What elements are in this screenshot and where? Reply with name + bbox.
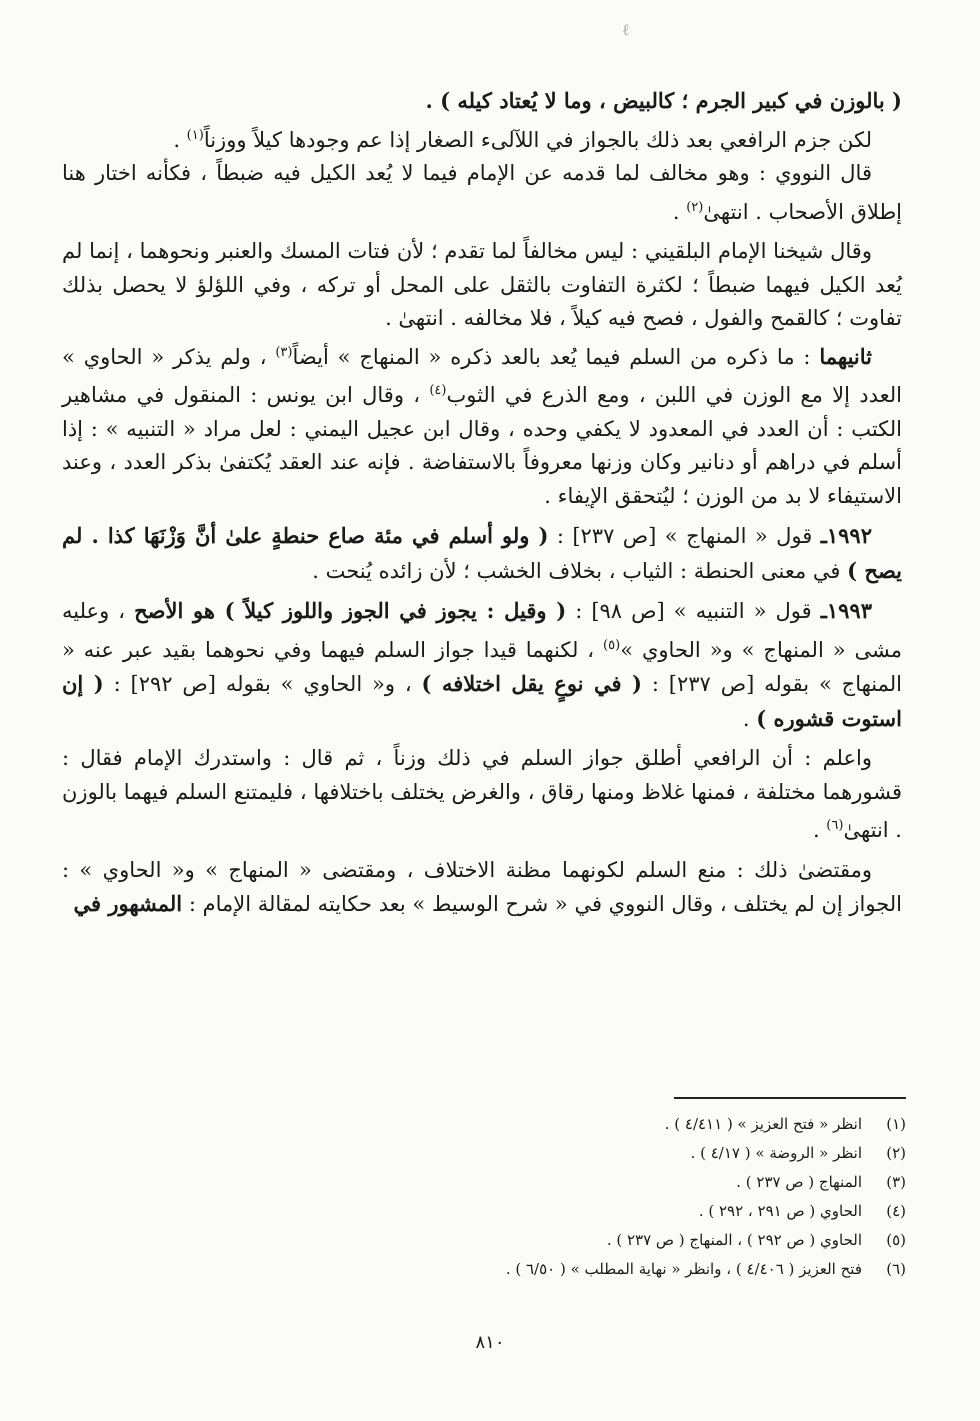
bold-text: ( بالوزن في كبير الجرم ؛ كالبيض ، وما لا يُعتاد كيله ) . bbox=[425, 88, 902, 113]
footnote-text: الحاوي ( ص ٢٩١ ، ٢٩٢ ) . bbox=[698, 1202, 862, 1220]
text-run: ومقتضىٰ ذلك : منع السلم لكونهما مظنة الاختلاف ، ومقتضى « المنهاج » و« الحاوي » : الجواز إن لم يختلف ، وقال النووي في « شرح الوسيط » بعد حكايته لمقالة الإمام : bbox=[62, 857, 902, 916]
bold-text: ( في نوعٍ يقل اختلافه ) bbox=[421, 671, 642, 696]
footnote bbox=[206, 1226, 906, 1255]
footnote-number: (٢) bbox=[886, 1144, 906, 1162]
text-run: لكن جزم الرافعي بعد ذلك بالجواز في اللآلىء الصغار إذا عم وجودها كيلاً ووزناً bbox=[203, 127, 872, 152]
paragraph bbox=[62, 157, 902, 229]
text-run: واعلم : أن الرافعي أطلق جواز السلم في ذلك وزناً ، ثم قال : واستدرك الإمام فقال : قشورهما مختلفة ، فمنها غلاظ ومنها رقاق ، والغرض يختلف باختلافها ، فليمتنع السلم فيهما بالوزن . انتهىٰ bbox=[62, 746, 902, 842]
text-run: . bbox=[672, 199, 687, 224]
footnote bbox=[206, 1255, 906, 1284]
paragraph bbox=[62, 84, 902, 119]
footnote-number: (١) bbox=[886, 1115, 906, 1133]
text-run: ، ولم يذكر « الحاوي » العدد إلا مع الوزن في اللبن ، ومع الذرع في الثوب bbox=[62, 344, 902, 407]
text-run: قول « المنهاج » [ص ٢٣٧] : bbox=[548, 524, 821, 548]
footnote-number: (٦) bbox=[886, 1260, 906, 1278]
footnote-number: (٣) bbox=[886, 1173, 906, 1191]
footnote-ref: (١) bbox=[186, 127, 204, 143]
text-run: ، لكنهما قيدا جواز السلم فيهما وفي نحوهما بقيد عبر عنه « المنهاج » بقوله [ص ٢٣٧] : bbox=[62, 637, 903, 696]
footnote-ref: (٣) bbox=[275, 344, 293, 360]
bold-text: ( إن استوت قشوره ) bbox=[62, 671, 902, 731]
footnote-number: (٤) bbox=[886, 1202, 906, 1220]
paragraph bbox=[62, 519, 902, 588]
footnote bbox=[206, 1168, 906, 1197]
footnote-ref: (٤) bbox=[429, 383, 447, 398]
paragraph bbox=[62, 854, 902, 922]
text-run: : ما ذكره من السلم فيما يُعد بالعد ذكره « المنهاج » أيضاً bbox=[292, 344, 820, 369]
footnote-ref: (٢) bbox=[686, 199, 704, 215]
footnote-ref: (٥) bbox=[603, 637, 621, 653]
paragraph bbox=[62, 594, 902, 736]
footnote bbox=[206, 1110, 906, 1139]
bold-text: ( وقيل : يجوز في الجوز واللوز كيلاً ) هو الأصح bbox=[134, 598, 567, 623]
scan-mark: ℓ bbox=[622, 20, 630, 39]
paragraph bbox=[62, 336, 902, 514]
text-run: . bbox=[812, 818, 827, 842]
bold-text: ١٩٩٣ـ bbox=[820, 598, 872, 623]
text-run: . bbox=[173, 127, 187, 152]
text-run: قول « التنبيه » [ص ٩٨] : bbox=[566, 599, 821, 623]
text-run: ، و« الحاوي » بقوله [ص ٢٩٢] : bbox=[103, 672, 422, 696]
footnote bbox=[206, 1139, 906, 1168]
footnote-text: الحاوي ( ص ٢٩٢ ) ، المنهاج ( ص ٢٣٧ ) . bbox=[606, 1231, 862, 1249]
text-run: . bbox=[742, 706, 757, 731]
footnotes bbox=[206, 1110, 906, 1284]
bold-text: ثانيهما bbox=[819, 343, 873, 369]
footnote-divider bbox=[674, 1097, 906, 1099]
footnote-text: انظر « فتح العزيز » ( ٤/٤١١ ) . bbox=[664, 1115, 862, 1133]
footnote-text: انظر « الروضة » ( ٤/١٧ ) . bbox=[690, 1144, 862, 1162]
text-run: ، وقال ابن يونس : المنقول في مشاهير الكتب : أن العدد في المعدود لا يكفي وحده ، وقال ابن عجيل اليمني : لعل مراد « التنبيه » : إذا أسلم في دراهم أو دنانير وكان وزنها معروفاً بالاستفاضة . فإنه عند العقد يُكتفىٰ بذكر العدد ، وعند الاستيفاء لا بد من الوزن ؛ ليُتحقق الإيفاء . bbox=[62, 383, 902, 508]
page-body bbox=[62, 84, 902, 922]
paragraph bbox=[62, 119, 902, 158]
footnote-number: (٥) bbox=[886, 1231, 906, 1249]
bold-text: ( ولو أسلم في مئة صاع حنطةٍ علىٰ أنَّ وَزْنَهَا كذا . لم يصح ) bbox=[62, 523, 902, 583]
footnote-text: المنهاج ( ص ٢٣٧ ) . bbox=[736, 1173, 862, 1191]
bold-text: المشهور في bbox=[73, 891, 183, 916]
text-run: ، وعليه مشى « المنهاج » و« الحاوي » bbox=[62, 599, 903, 662]
text-run: وقال شيخنا الإمام البلقيني : ليس مخالفاً لما تقدم ؛ لأن فتات المسك والعنبر ونحوهما ، إنما لم يُعد الكيل فيهما ضبطاً ؛ لكثرة التفاوت بالثقل على المحل أو تركه ، وفي اللؤلؤ لا يحصل بذلك تفاوت ؛ كالقمح والفول ، فصح فيه كيلاً ، فلا مخالفه . انتهىٰ . bbox=[62, 239, 902, 330]
text-run: في معنى الحنطة : الثياب ، بخلاف الخشب ؛ لأن زائده يُنحت . bbox=[312, 558, 848, 583]
footnote bbox=[206, 1197, 906, 1226]
bold-text: ١٩٩٢ـ bbox=[820, 523, 872, 548]
paragraph bbox=[62, 235, 902, 336]
footnote-ref: (٦) bbox=[826, 818, 844, 833]
page-number: ٨١٠ bbox=[475, 1332, 505, 1353]
paragraph bbox=[62, 742, 902, 848]
footnote-text: فتح العزيز ( ٤/٤٠٦ ) ، وانظر « نهاية المطلب » ( ٦/٥٠ ) . bbox=[505, 1260, 862, 1278]
text-run: قال النووي : وهو مخالف لما قدمه عن الإمام فيما لا يُعد الكيل فيه ضبطاً ، فكأنه اختار هنا إطلاق الأصحاب . انتهىٰ bbox=[62, 161, 902, 224]
